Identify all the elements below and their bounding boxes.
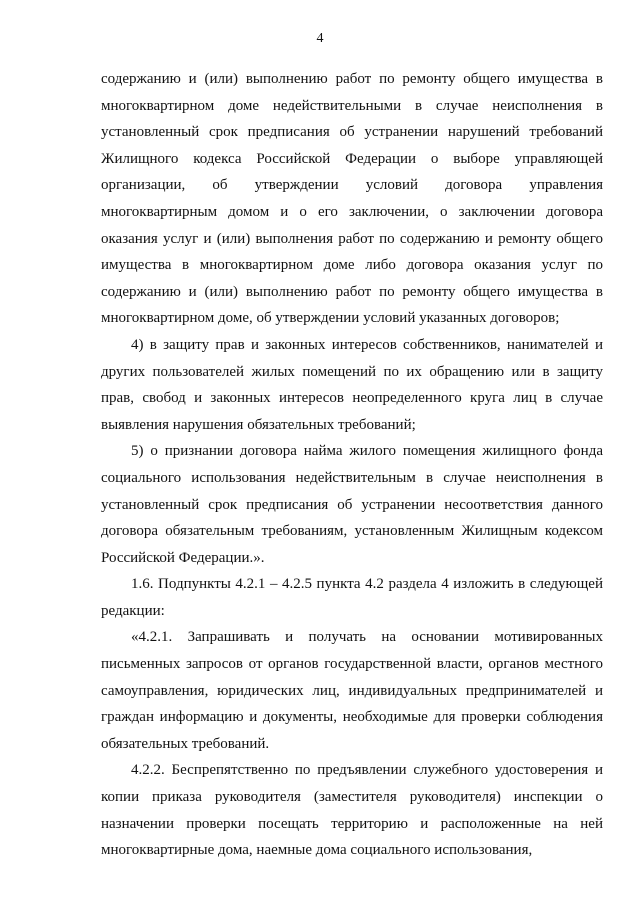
paragraph-item-4: 4) в защиту прав и законных интересов собственников, нанимателей и других пользователей жилых помещений по их обращению или в защиту прав, свобод и законных интересов неопределенного круга лиц в случае выявления нарушения обязательных требований; [101,336,603,433]
paragraph-4-2-1: «4.2.1. Запрашивать и получать на основании мотивированных письменных запросов от органов государственной власти, органов местного самоуправления, юридических лиц, индивидуальных предпринимателей и граждан информацию и документы, необходимые для проверки соблюдения обязательных требований. [101,629,603,752]
page-number: 4 [316,31,324,46]
document-body [101,66,603,864]
paragraph-item-5: 5) о признании договора найма жилого помещения жилищного фонда социального использования недействительным в случае неисполнения в установленный срок предписания об устранении несоответствия данного договора обязательным требованиям, установленным Жилищным кодексом Российской Федерации.». [101,443,603,566]
paragraph-continuation: содержанию и (или) выполнению работ по ремонту общего имущества в многоквартирном доме недействительными в случае неисполнения в установленный срок предписания об устранении нарушений требований Жилищного кодекса Российской Федерации о выборе управляющей организации, об утверждении условий договора управления многоквартирным домом и о его заключении, о заключении договора оказания услуг и (или) выполнения работ по содержанию и ремонту общего имущества в многоквартирном доме либо договора оказания услуг по содержанию и (или) выполнению работ по ремонту общего имущества в многоквартирном доме, об утверждении условий указанных договоров; [101,71,603,327]
paragraph-4-2-2: 4.2.2. Беспрепятственно по предъявлении служебного удостоверения и копии приказа руководителя (заместителя руководителя) инспекции о назначении проверки посещать территорию и расположенные на ней многоквартирные дома, наемные дома социального использования, [101,762,603,859]
paragraph-1-6: 1.6. Подпункты 4.2.1 – 4.2.5 пункта 4.2 раздела 4 изложить в следующей редакции: [101,576,603,619]
